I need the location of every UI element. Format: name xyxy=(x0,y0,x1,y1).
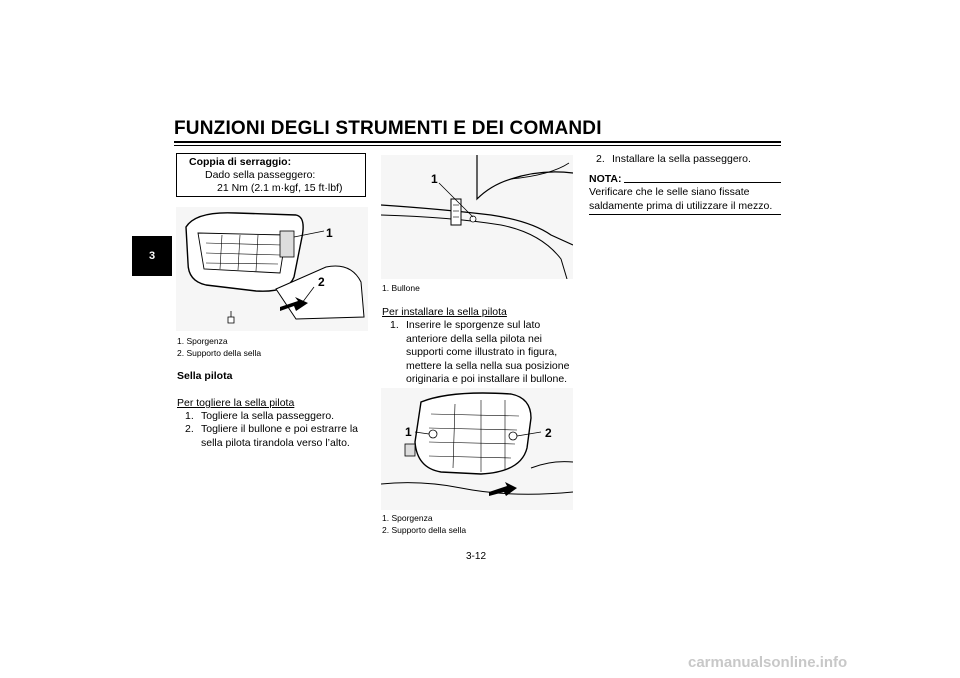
install-step-1-text: Inserire le sporgenze sul lato anteriore della sella pilota nei supporti come illustrato in figura, mettere la sella nella sua posizione originaria e poi installare il bullone. xyxy=(406,319,570,385)
torque-spec-box xyxy=(176,153,366,197)
header-rule-thin xyxy=(174,145,781,146)
page-number: 3-12 xyxy=(466,551,487,562)
header-rule xyxy=(174,141,781,143)
remove-step-2-num: 2. xyxy=(185,423,194,435)
figure-bolt xyxy=(381,155,573,279)
note-label: NOTA: xyxy=(589,173,622,185)
figure-seat-install-illustration xyxy=(381,388,573,510)
figure1-caption-1: 1. Sporgenza xyxy=(177,336,228,346)
figure2-caption-1: 1. Bullone xyxy=(382,283,420,293)
remove-step-1 xyxy=(185,410,371,424)
note-top-rule xyxy=(624,182,781,183)
remove-step-1-text: Togliere la sella passeggero. xyxy=(201,410,335,422)
figure3-callout-1: 1 xyxy=(405,425,412,439)
figure1-callout-2: 2 xyxy=(318,275,325,289)
chapter-tab: 3 xyxy=(132,236,172,276)
note-text: Verificare che le selle siano fissate saldamente prima di utilizzare il mezzo. xyxy=(589,186,773,212)
figure-seat-removal xyxy=(176,207,368,331)
figure3-callout-2: 2 xyxy=(545,426,552,440)
page-header-title: FUNZIONI DEGLI STRUMENTI E DEI COMANDI xyxy=(174,118,602,139)
figure2-callout-1: 1 xyxy=(431,172,438,186)
install-step-2 xyxy=(596,153,782,167)
remove-step-1-num: 1. xyxy=(185,410,194,422)
torque-item: Dado sella passeggero: xyxy=(205,169,316,181)
install-step-1 xyxy=(390,319,576,387)
figure1-caption-2: 2. Supporto della sella xyxy=(177,348,262,358)
section-heading: Sella pilota xyxy=(177,370,233,382)
note-bottom-rule xyxy=(589,214,781,215)
remove-step-2 xyxy=(185,423,371,450)
install-step-2-text: Installare la sella passeggero. xyxy=(612,153,751,165)
install-heading: Per installare la sella pilota xyxy=(382,306,507,318)
install-step-2-num: 2. xyxy=(596,153,605,165)
remove-heading: Per togliere la sella pilota xyxy=(177,397,295,409)
figure3-caption-2: 2. Supporto della sella xyxy=(382,525,467,535)
remove-step-2-text: Togliere il bullone e poi estrarre la sella pilota tirandola verso l’alto. xyxy=(201,423,359,449)
torque-value: 21 Nm (2.1 m·kgf, 15 ft·lbf) xyxy=(217,182,343,194)
figure3-caption-1: 1. Sporgenza xyxy=(382,513,433,523)
torque-label: Coppia di serraggio: xyxy=(189,156,292,168)
figure1-callout-1: 1 xyxy=(326,226,333,240)
watermark: carmanualsonline.info xyxy=(688,654,848,671)
install-step-1-num: 1. xyxy=(390,319,399,331)
figure-seat-install xyxy=(381,388,573,510)
figure-seat-removal-illustration xyxy=(176,207,368,331)
figure-bolt-illustration xyxy=(381,155,573,279)
